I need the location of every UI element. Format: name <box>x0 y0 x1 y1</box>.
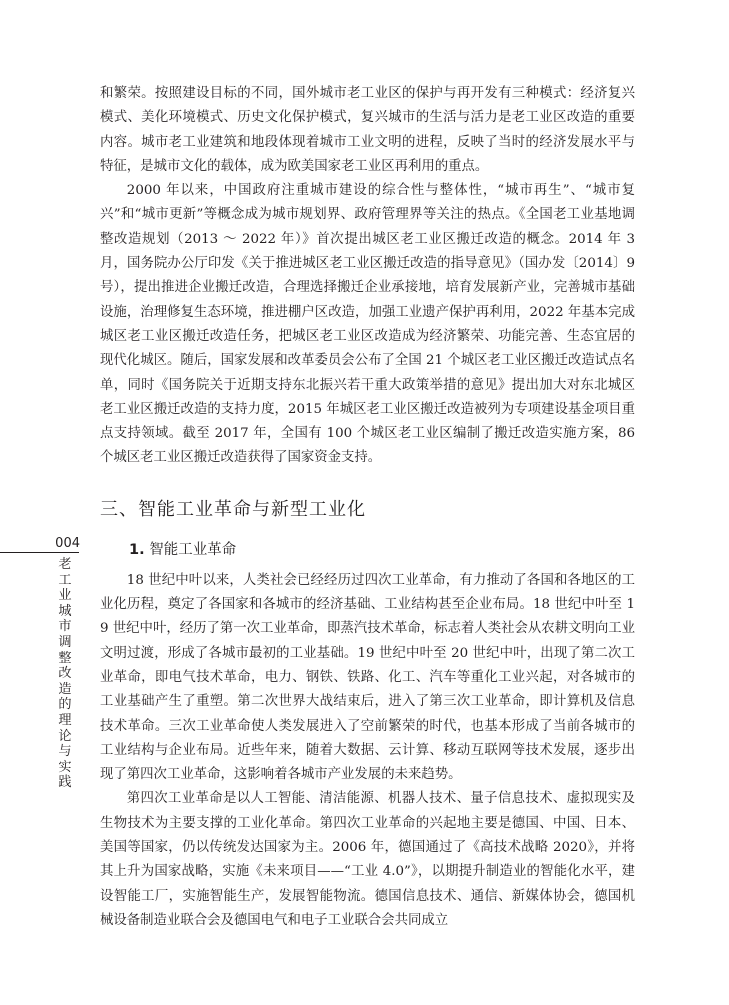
paragraph-fourth-revolution: 第四次工业革命是以人工智能、清洁能源、机器人技术、量子信息技术、虚拟现实及生物技术为主要支撑的工业化革命。第四次工业革命的兴起地主要是德国、中国、日本、美国等国家，仍以传统发达国家为主。2006 年，德国通过了《高技术战略 2020》，并将其上升为国家战略，实施《未来项目——“工业 4.0”》，以期提升制造业的智能化水平，建设智能工厂，实施智能生产，发展智能物流。德国信息技术、通信、新媒体协会，德国机械设备制造业联合会及德国电气和电子工业联合会共同成立 <box>100 791 635 928</box>
subsection-title: 智能工业革命 <box>149 541 237 558</box>
paragraph-industrial-revolutions: 18 世纪中叶以来，人类社会已经经历过四次工业革命，有力推动了各国和各地区的工业化历程，奠定了各国家和各城市的经济基础、工业结构甚至企业布局。18 世纪中叶至 19 世纪中叶，经历了第一次工业革命，即蒸汽技术革命，标志着人类社会从农耕文明向工业文明过渡，形成了各城市最初的工业基础。19 世纪中叶至 20 世纪中叶，出现了第二次工业革命，即电气技术革命，电力、钢铁、铁路、化工、汽车等重化工业兴起，对各城市的工业基础产生了重塑。第二次世界大战结束后，进入了第三次工业革命，即计算机及信息技术革命。三次工业革命使人类发展进入了空前繁荣的时代，也基本形成了当前各城市的工业结构与企业布局。近些年来，随着大数据、云计算、移动互联网等技术发展，逐步出现了第四次工业革命，这影响着各城市产业发展的未来趋势。 <box>100 572 636 783</box>
subsection-number: 1. <box>129 541 145 558</box>
paragraph-continued: 和繁荣。按照建设目标的不同，国外城市老工业区的保护与再开发有三种模式：经济复兴模式、美化环境模式、历史文化保护模式，复兴城市的生活与活力是老工业区改造的重要内容。城市老工业建筑和地段体现着城市工业文明的进程，反映了当时的经济发展水平与特征，是城市文化的载体，成为欧美国家老工业区再利用的重点。 <box>100 86 635 174</box>
body-text-column <box>100 82 635 933</box>
section-heading: 三、智能工业革命与新型工业化 <box>100 498 366 520</box>
subsection-heading <box>100 539 635 561</box>
paragraph-urban-renewal: 2000 年以来，中国政府注重城市建设的综合性与整体性，“城市再生”、“城市复兴”和“城市更新”等概念成为城市规划界、政府管理界等关注的热点。《全国老工业基地调整改造规划（2013 ～ 2022 年）》首次提出城区老工业区搬迁改造的概念。2014 年 3 月，国务院办公厅印发《关于推进城区老工业区搬迁改造的指导意见》（国办发〔2014〕9 号），提出推进企业搬迁改造，合理选择搬迁企业承接地，培育发展新产业，完善城市基础设施，治理修复生态环境，推进棚户区改造，加强工业遗产保护再利用，2022 年基本完成城区老工业区搬迁改造任务，把城区老工业区改造成为经济繁荣、功能完善、生态宜居的现代化城区。随后，国家发展和改革委员会公布了全国 21 个城区老工业区搬迁改造试点名单，同时《国务院关于近期支持东北振兴若干重大政策举措的意见》提出加大对东北城区老工业区搬迁改造的支持力度，2015 年城区老工业区搬迁改造被列为专项建设基金项目重点支持领域。截至 2017 年，全国有 100 个城区老工业区编制了搬迁改造实施方案，86 个城区老工业区搬迁改造获得了国家资金支持。 <box>100 183 635 466</box>
running-title: 老工业城市调整改造的理论与实践 <box>58 557 72 791</box>
page-number: 004 <box>55 536 80 551</box>
margin-rule <box>0 552 79 553</box>
